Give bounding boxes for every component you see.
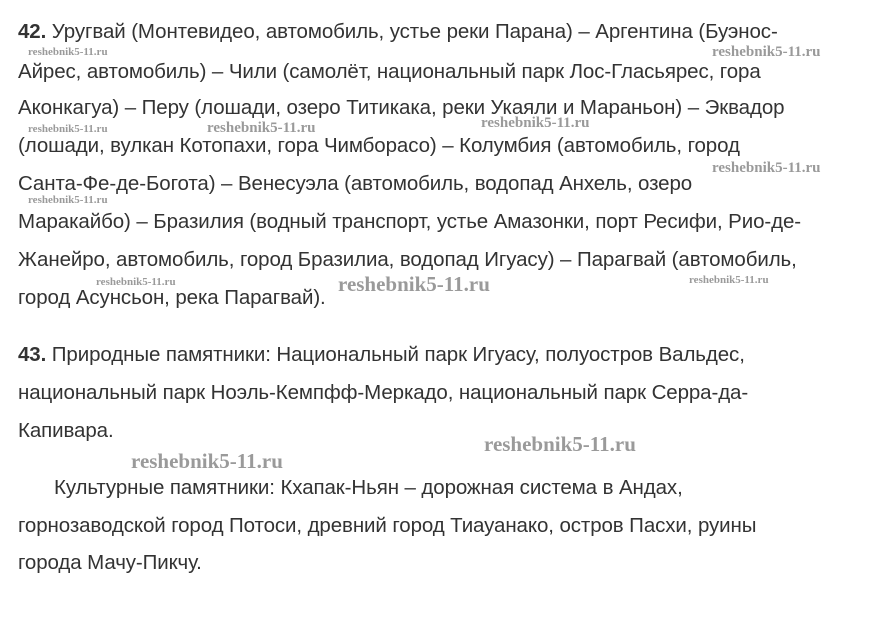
watermark: reshebnik5-11.ru: [484, 432, 636, 456]
watermark: reshebnik5-11.ru: [28, 123, 108, 135]
watermark: reshebnik5-11.ru: [481, 115, 590, 131]
q43-line-4: Культурные памятники: Кхапак-Ньян – дорожная система в Андах,: [54, 476, 683, 499]
watermark: reshebnik5-11.ru: [207, 120, 316, 136]
q43-line-2: национальный парк Ноэль-Кемпфф-Меркадо, национальный парк Серра-да-: [18, 381, 749, 404]
watermark: reshebnik5-11.ru: [338, 272, 490, 296]
q42-line-2: Айрес, автомобиль) – Чили (самолёт, национальный парк Лос-Гласьярес, гора: [18, 60, 761, 83]
q42-line-1: [18, 20, 778, 44]
watermark: reshebnik5-11.ru: [96, 276, 176, 288]
q42-text-1: Уругвай (Монтевидео, автомобиль, устье реки Парана) – Аргентина (Буэнос-: [46, 20, 778, 43]
q43-line-5: горнозаводской город Потоси, древний город Тиауанако, остров Пасхи, руины: [18, 514, 757, 537]
watermark: reshebnik5-11.ru: [712, 160, 821, 176]
q42-line-4: (лошади, вулкан Котопахи, гора Чимборасо) – Колумбия (автомобиль, город: [18, 134, 740, 157]
q43-number: 43.: [18, 343, 47, 366]
watermark: reshebnik5-11.ru: [712, 44, 821, 60]
q43-line-3: Капивара.: [18, 419, 114, 442]
q43-line-1: [18, 343, 745, 367]
watermark: reshebnik5-11.ru: [28, 194, 108, 206]
watermark: reshebnik5-11.ru: [131, 449, 283, 473]
q43-text-1: Природные памятники: Национальный парк Игуасу, полуостров Вальдес,: [46, 343, 745, 366]
q42-line-3: Аконкагуа) – Перу (лошади, озеро Титикака, реки Укаяли и Мараньон) – Эквадор: [18, 96, 785, 119]
q42-number: 42.: [18, 20, 47, 43]
q42-line-7: Жанейро, автомобиль, город Бразилиа, водопад Игуасу) – Парагвай (автомобиль,: [18, 248, 797, 271]
q42-line-8: город Асунсьон, река Парагвай).: [18, 286, 326, 309]
watermark: reshebnik5-11.ru: [28, 46, 108, 58]
q42-line-6: Маракайбо) – Бразилия (водный транспорт, устье Амазонки, порт Ресифи, Рио-де-: [18, 210, 801, 233]
watermark: reshebnik5-11.ru: [689, 274, 769, 286]
q43-line-6: города Мачу-Пикчу.: [18, 551, 202, 574]
q42-line-5: Санта-Фе-де-Богота) – Венесуэла (автомобиль, водопад Анхель, озеро: [18, 172, 693, 195]
